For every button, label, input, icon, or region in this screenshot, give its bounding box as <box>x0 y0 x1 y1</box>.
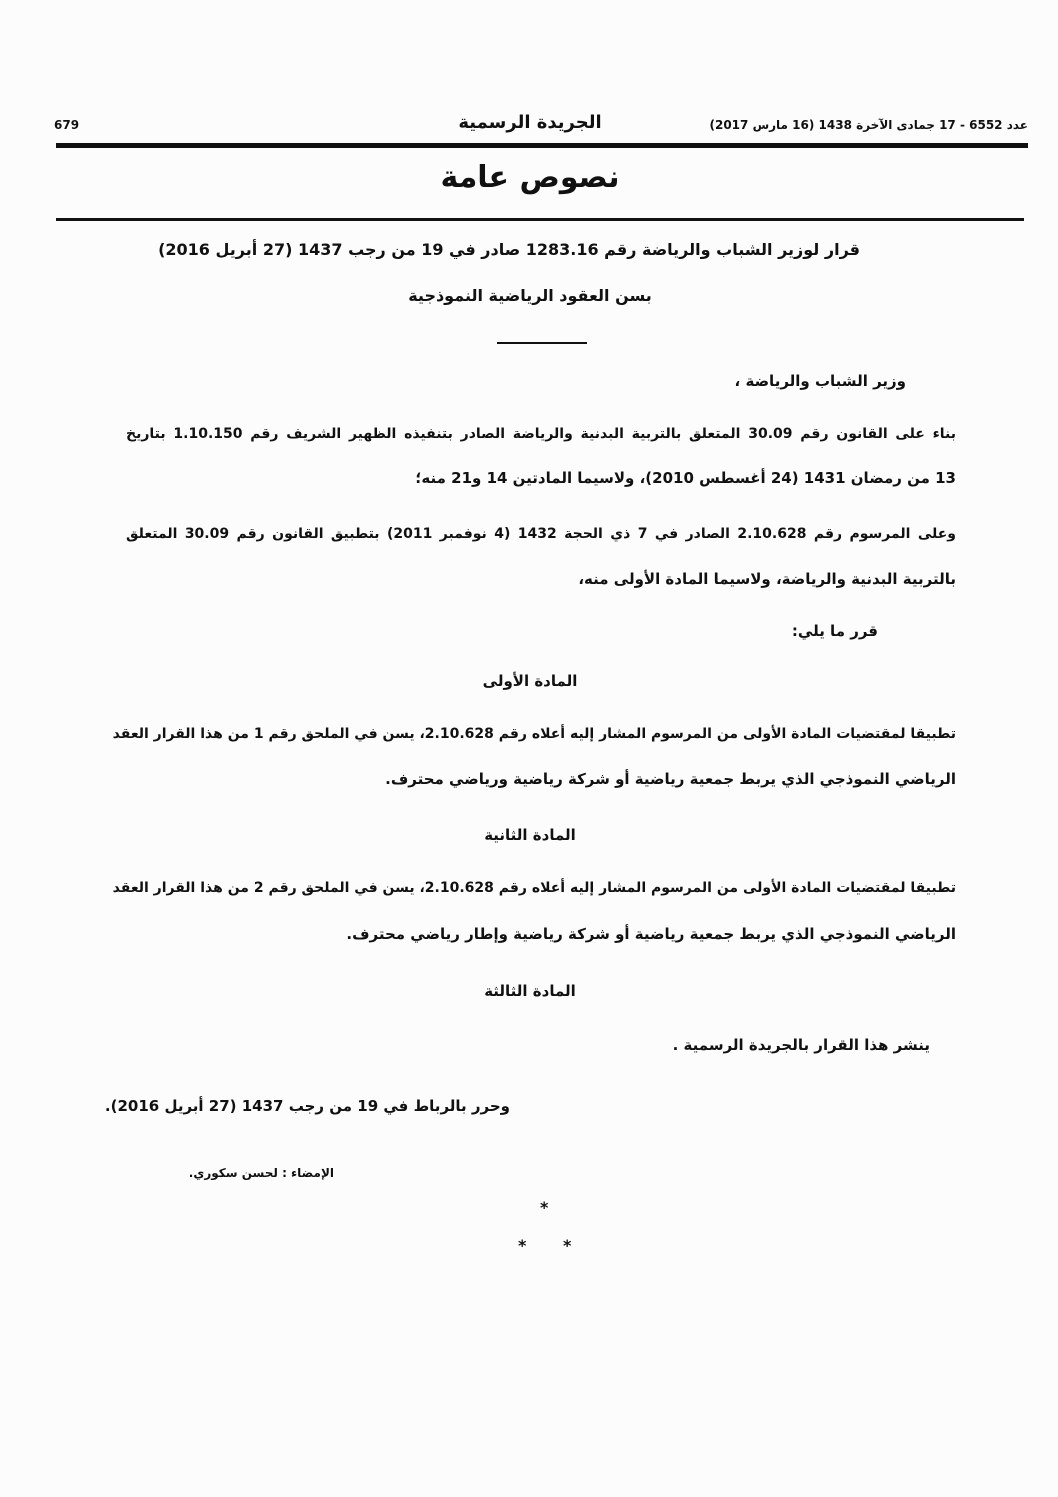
page-number: 679 <box>54 118 80 132</box>
article-1-title: المادة الأولى <box>482 672 578 690</box>
minister-line: وزير الشباب والرياضة ، <box>734 372 906 390</box>
title-divider <box>497 342 587 344</box>
preamble-1-line-2: 13 من رمضان 1431 (24 أغسطس 2010)، ولاسيما المادتين 14 و21 منه؛ <box>415 469 956 487</box>
decides-line: قرر ما يلي: <box>791 622 878 640</box>
article-2-line-2: الرياضي النموذجي الذي يربط جمعية رياضية أو شركة رياضية وإطار رياضي محترف. <box>346 925 956 943</box>
closing-line: وحرر بالرباط في 19 من رجب 1437 (27 أبريل 2016). <box>104 1097 510 1115</box>
preamble-2-line-2: بالتربية البدنية والرياضة، ولاسيما المادة الأولى منه، <box>578 570 956 588</box>
article-2-title: المادة الثانية <box>484 826 576 844</box>
article-3-text: ينشر هذا القرار بالجريدة الرسمية . <box>672 1036 930 1054</box>
section-rule <box>56 218 1024 221</box>
gazette-title: الجريدة الرسمية <box>458 112 602 133</box>
issue-line: عدد 6552 - 17 جمادى الآخرة 1438 (16 مارس 2017) <box>709 118 1028 132</box>
article-1-line-2: الرياضي النموذجي الذي يربط جمعية رياضية أو شركة رياضية ورياضي محترف. <box>385 770 956 788</box>
section-title: نصوص عامة <box>440 160 620 195</box>
article-3-title: المادة الثالثة <box>484 982 576 1000</box>
ornament-star-left: * <box>518 1236 527 1255</box>
decree-title: قرار لوزير الشباب والرياضة رقم 1283.16 صادر في 19 من رجب 1437 (27 أبريل 2016) <box>158 240 860 259</box>
header-rule <box>56 143 1028 148</box>
article-2-line-1: تطبيقا لمقتضيات المادة الأولى من المرسوم المشار إليه أعلاه رقم 2.10.628، يسن في الملحق رقم 2 من هذا القرار العقد <box>112 880 956 896</box>
ornament-star-top: * <box>540 1198 549 1217</box>
decree-subtitle: بسن العقود الرياضية النموذجية <box>408 286 652 305</box>
article-1-line-1: تطبيقا لمقتضيات المادة الأولى من المرسوم المشار إليه أعلاه رقم 2.10.628، يسن في الملحق رقم 1 من هذا القرار العقد <box>112 726 956 742</box>
ornament-star-right: * <box>563 1236 572 1255</box>
preamble-1-line-1: بناء على القانون رقم 30.09 المتعلق بالتربية البدنية والرياضة الصادر بتنفيذه الظهير الشريف رقم 1.10.150 بتاريخ <box>126 426 957 442</box>
preamble-2-line-1: وعلى المرسوم رقم 2.10.628 الصادر في 7 ذي الحجة 1432 (4 نوفمبر 2011) بتطبيق القانون رقم 30.09 المتعلق <box>126 526 956 542</box>
signature: الإمضاء : لحسن سكوري. <box>188 1166 334 1180</box>
